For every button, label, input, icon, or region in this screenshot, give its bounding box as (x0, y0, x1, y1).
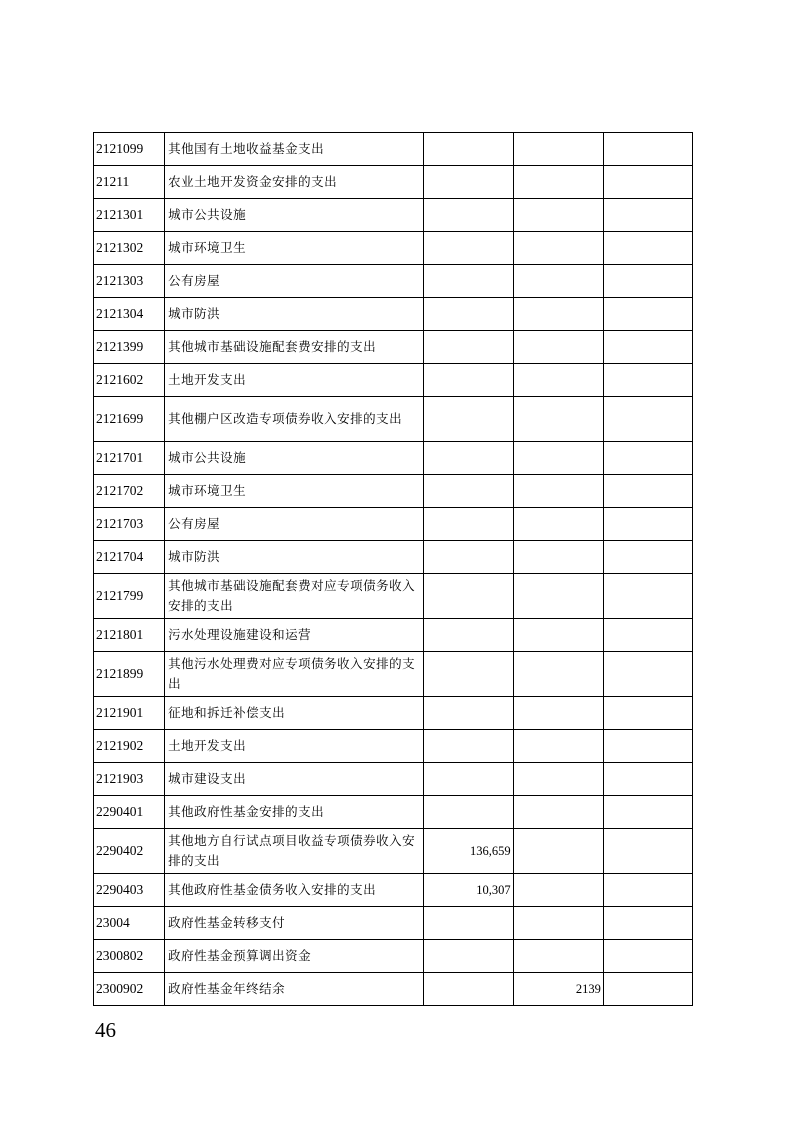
row-amount-a (423, 652, 513, 697)
table-row (94, 232, 693, 265)
row-amount-c (603, 697, 692, 730)
row-name: 公有房屋 (165, 508, 423, 541)
row-name: 其他城市基础设施配套费对应专项债务收入安排的支出 (165, 574, 423, 619)
row-code: 21211 (94, 166, 165, 199)
row-amount-a (423, 508, 513, 541)
row-name: 政府性基金转移支付 (165, 907, 423, 940)
row-code: 2290402 (94, 829, 165, 874)
row-amount-b (513, 364, 603, 397)
table-row (94, 475, 693, 508)
table-row (94, 652, 693, 697)
row-amount-c (603, 907, 692, 940)
row-amount-b (513, 574, 603, 619)
row-name: 其他政府性基金安排的支出 (165, 796, 423, 829)
row-amount-b (513, 475, 603, 508)
table-row (94, 364, 693, 397)
table-row (94, 796, 693, 829)
row-amount-a (423, 730, 513, 763)
row-amount-a (423, 973, 513, 1006)
row-amount-a (423, 907, 513, 940)
row-code: 2121399 (94, 331, 165, 364)
row-code: 2121902 (94, 730, 165, 763)
row-amount-b (513, 697, 603, 730)
row-amount-b (513, 940, 603, 973)
table-row (94, 907, 693, 940)
table-row (94, 574, 693, 619)
row-code: 2121901 (94, 697, 165, 730)
row-code: 2121301 (94, 199, 165, 232)
row-amount-c (603, 166, 692, 199)
row-amount-c (603, 829, 692, 874)
row-amount-c (603, 940, 692, 973)
row-name: 城市环境卫生 (165, 475, 423, 508)
row-amount-a (423, 166, 513, 199)
row-amount-a: 136,659 (423, 829, 513, 874)
table-row (94, 619, 693, 652)
row-amount-b (513, 907, 603, 940)
row-amount-b (513, 331, 603, 364)
table-row (94, 940, 693, 973)
table-row (94, 541, 693, 574)
row-amount-a (423, 619, 513, 652)
row-code: 2300902 (94, 973, 165, 1006)
row-amount-b (513, 619, 603, 652)
row-amount-a (423, 397, 513, 442)
row-name: 征地和拆迁补偿支出 (165, 697, 423, 730)
row-amount-b (513, 541, 603, 574)
row-name: 其他污水处理费对应专项债务收入安排的支出 (165, 652, 423, 697)
row-name: 城市公共设施 (165, 199, 423, 232)
row-amount-c (603, 574, 692, 619)
row-code: 23004 (94, 907, 165, 940)
row-name: 城市环境卫生 (165, 232, 423, 265)
row-code: 2121704 (94, 541, 165, 574)
row-amount-c (603, 874, 692, 907)
row-amount-b (513, 397, 603, 442)
row-amount-a (423, 541, 513, 574)
row-code: 2121099 (94, 133, 165, 166)
row-amount-c (603, 364, 692, 397)
row-amount-a (423, 364, 513, 397)
row-amount-c (603, 796, 692, 829)
row-code: 2121302 (94, 232, 165, 265)
row-name: 城市公共设施 (165, 442, 423, 475)
row-amount-a (423, 940, 513, 973)
row-name: 土地开发支出 (165, 730, 423, 763)
row-code: 2121801 (94, 619, 165, 652)
row-amount-b (513, 166, 603, 199)
row-amount-c (603, 232, 692, 265)
row-amount-c (603, 133, 692, 166)
row-code: 2121899 (94, 652, 165, 697)
row-amount-a: 10,307 (423, 874, 513, 907)
table-body (94, 133, 693, 1006)
row-name: 其他地方自行试点项目收益专项债券收入安排的支出 (165, 829, 423, 874)
row-amount-c (603, 199, 692, 232)
row-name: 公有房屋 (165, 265, 423, 298)
row-amount-b (513, 133, 603, 166)
row-amount-c (603, 475, 692, 508)
row-name: 其他棚户区改造专项债券收入安排的支出 (165, 397, 423, 442)
row-code: 2121699 (94, 397, 165, 442)
row-name: 污水处理设施建设和运营 (165, 619, 423, 652)
row-amount-b (513, 232, 603, 265)
row-amount-c (603, 331, 692, 364)
row-amount-b (513, 763, 603, 796)
row-amount-c (603, 763, 692, 796)
table-row (94, 730, 693, 763)
row-name: 其他城市基础设施配套费安排的支出 (165, 331, 423, 364)
row-name: 政府性基金年终结余 (165, 973, 423, 1006)
row-code: 2121303 (94, 265, 165, 298)
row-name: 政府性基金预算调出资金 (165, 940, 423, 973)
row-amount-b (513, 298, 603, 331)
row-name: 土地开发支出 (165, 364, 423, 397)
table-row (94, 508, 693, 541)
row-amount-b: 2139 (513, 973, 603, 1006)
row-name: 其他政府性基金债务收入安排的支出 (165, 874, 423, 907)
row-code: 2121903 (94, 763, 165, 796)
row-name: 城市防洪 (165, 541, 423, 574)
table-row (94, 697, 693, 730)
table-row (94, 133, 693, 166)
row-amount-c (603, 652, 692, 697)
row-amount-a (423, 763, 513, 796)
row-code: 2300802 (94, 940, 165, 973)
row-amount-a (423, 298, 513, 331)
row-name: 城市建设支出 (165, 763, 423, 796)
table-row (94, 199, 693, 232)
row-amount-a (423, 442, 513, 475)
table-row (94, 166, 693, 199)
row-amount-a (423, 331, 513, 364)
row-amount-a (423, 574, 513, 619)
row-name: 其他国有土地收益基金支出 (165, 133, 423, 166)
row-amount-a (423, 265, 513, 298)
row-amount-a (423, 475, 513, 508)
row-code: 2121701 (94, 442, 165, 475)
row-code: 2121703 (94, 508, 165, 541)
row-amount-a (423, 232, 513, 265)
row-amount-c (603, 442, 692, 475)
row-amount-b (513, 874, 603, 907)
table-row (94, 397, 693, 442)
table-row (94, 874, 693, 907)
row-name: 农业土地开发资金安排的支出 (165, 166, 423, 199)
page-number: 46 (95, 1018, 116, 1042)
row-code: 2121799 (94, 574, 165, 619)
row-amount-b (513, 199, 603, 232)
row-code: 2121602 (94, 364, 165, 397)
row-amount-a (423, 796, 513, 829)
table-row (94, 265, 693, 298)
table-row (94, 763, 693, 796)
row-amount-c (603, 508, 692, 541)
table-row (94, 442, 693, 475)
row-code: 2121702 (94, 475, 165, 508)
row-code: 2121304 (94, 298, 165, 331)
table-row (94, 298, 693, 331)
row-amount-b (513, 442, 603, 475)
row-amount-c (603, 265, 692, 298)
row-amount-c (603, 541, 692, 574)
row-amount-b (513, 829, 603, 874)
table-row (94, 973, 693, 1006)
budget-table (93, 132, 693, 1006)
row-amount-a (423, 133, 513, 166)
row-amount-b (513, 508, 603, 541)
row-amount-c (603, 730, 692, 763)
row-amount-b (513, 265, 603, 298)
row-code: 2290403 (94, 874, 165, 907)
table-row (94, 829, 693, 874)
row-amount-a (423, 697, 513, 730)
row-code: 2290401 (94, 796, 165, 829)
row-amount-c (603, 619, 692, 652)
table-row (94, 331, 693, 364)
row-amount-c (603, 298, 692, 331)
row-amount-b (513, 652, 603, 697)
row-amount-a (423, 199, 513, 232)
row-amount-b (513, 796, 603, 829)
row-amount-b (513, 730, 603, 763)
row-amount-c (603, 397, 692, 442)
row-name: 城市防洪 (165, 298, 423, 331)
row-amount-c (603, 973, 692, 1006)
